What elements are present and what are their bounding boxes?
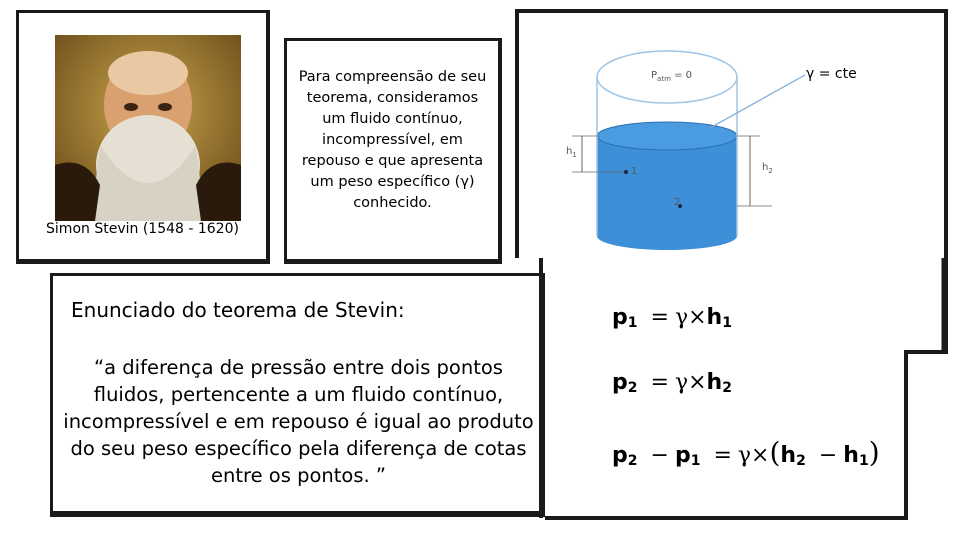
h1-label: $h_1$: [566, 146, 577, 159]
equation-stevin: $p_2 - p_1 = \gamma\times(h_2 - h_1)$: [612, 436, 880, 469]
statement-card: [50, 273, 545, 517]
h2-label: $h_2$: [762, 162, 773, 175]
point-1-label: 1: [631, 166, 638, 177]
point-2-label: 2: [674, 197, 681, 208]
statement-quote: “a diferença de pressão entre dois pontos fluidos, pertencente a um fluido contínuo, incompressível e em repouso é igual ao produto do seu peso específico pela diferença de cotas entre os pontos. ”: [63, 356, 534, 487]
equation-p1: $p_1 = \gamma\times h_1$: [612, 305, 732, 331]
note-text: Para compreensão de seu teorema, consideramos um fluido contínuo, incompressível, em repouso e que apresenta um peso específico (γ) conhecido.: [298, 69, 487, 211]
equation-p2: $p_2 = \gamma\times h_2$: [612, 370, 732, 396]
portrait-card: [16, 10, 270, 264]
statement-heading: Enunciado do teorema de Stevin:: [71, 298, 405, 322]
stevin-portrait-image: [55, 35, 241, 221]
gamma-pointer-line: [710, 75, 805, 128]
gamma-cte-label: γ = cte: [806, 66, 857, 82]
patm-label: $P_{atm} = 0$: [651, 70, 692, 83]
note-card: [284, 38, 502, 264]
portrait-caption: Simon Stevin (1548 - 1620): [46, 221, 239, 237]
fluid-column: [597, 136, 737, 236]
